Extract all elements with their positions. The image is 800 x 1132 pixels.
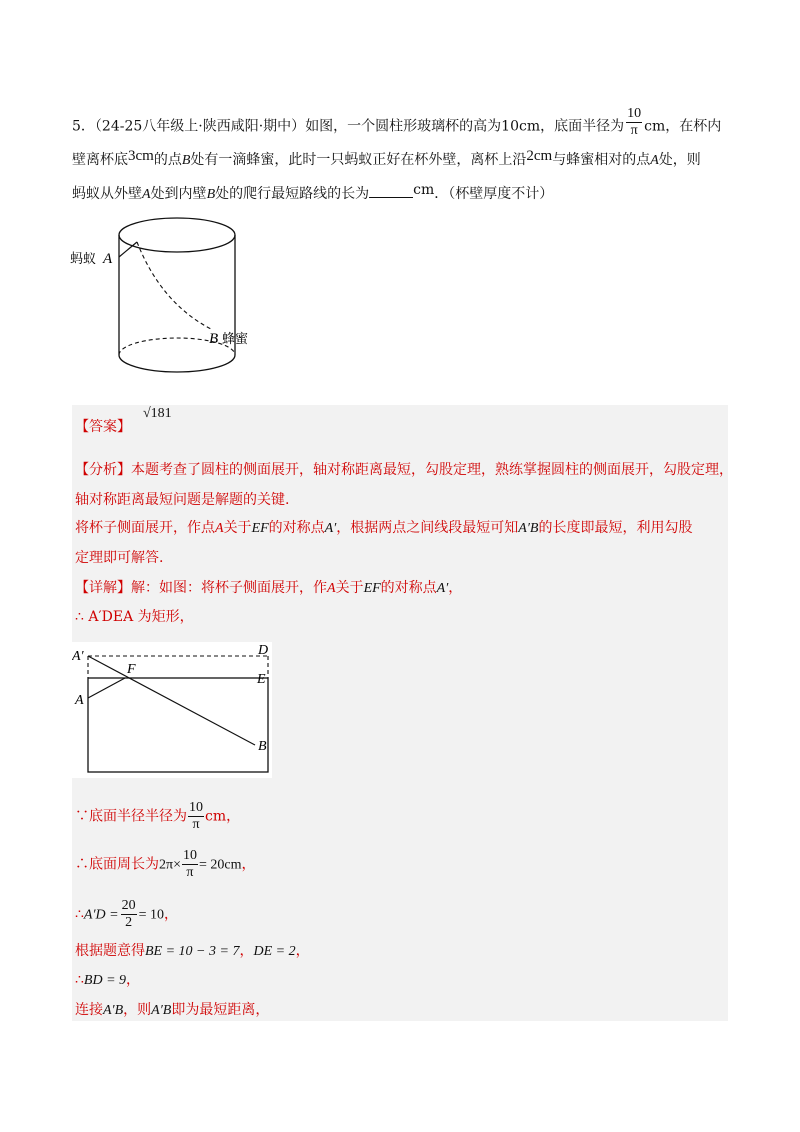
cylinder-top <box>119 218 235 252</box>
point-A-label: A <box>103 251 113 267</box>
question-number: 5． <box>72 118 95 135</box>
radius-fraction: $\frac{10}{\pi}$ <box>627 106 642 138</box>
honey-label: 蜂蜜 <box>222 331 249 346</box>
ant-label: 蚂蚁 <box>70 251 97 266</box>
cylinder-figure <box>65 205 265 385</box>
unfold-background <box>72 642 272 778</box>
analysis-line-1: 【分析】本题考查了圆柱的侧面展开，轴对称距离最短，勾股定理，熟练掌握圆柱的侧面展开，勾股定理， <box>75 462 733 478</box>
bd-line: ∴BD = 9， <box>75 972 141 988</box>
detail-line-1: 【详解】解：如图：将杯子侧面展开，作A关于EF的对称点A′， <box>75 580 463 596</box>
label-Ap: A′ <box>72 649 84 664</box>
unfolded-figure <box>72 642 272 778</box>
question-line-2: 壁离杯底3cm的点B处有一滴蜂蜜，此时一只蚂蚁正好在杯外壁，离杯上沿2cm与蜂蜜相对的点A处，则 <box>72 148 701 168</box>
answer-blank <box>369 183 413 198</box>
perimeter-frac: $\frac{10}{\pi}$ <box>182 848 197 880</box>
ant-path-dashed <box>137 242 211 329</box>
question-line-3: 蚂蚁从外壁A处到内壁B处的爬行最短路线的长为 cm．（杯壁厚度不计） <box>72 182 554 202</box>
ad-frac: $\frac{20}{2}$ <box>121 898 136 930</box>
radius-frac: $\frac{10}{\pi}$ <box>189 800 203 832</box>
label-F: F <box>127 662 136 677</box>
be-de-line: 根据题意得BE = 10 − 3 = 7，DE = 2， <box>75 943 310 959</box>
connect-line: 连接A′B，则A′B即为最短距离， <box>75 1002 270 1018</box>
answer-tag: 【答案】 <box>75 419 131 435</box>
question-line-1: 5．（24-25八年级上·陕西咸阳·期中）如图，一个圆柱形玻璃杯的高为10cm，底面半径为 $\frac{10}{\pi}$ cm，在杯内 <box>72 106 722 138</box>
label-D: D <box>258 643 269 658</box>
label-E: E <box>257 672 266 687</box>
ad-line: ∴A′D = $\frac{20}{2}$ = 10， <box>75 898 178 930</box>
analysis-line-2: 轴对称距离最短问题是解题的关键. <box>75 492 290 508</box>
perimeter-line: ∴底面周长为2π× $\frac{10}{\pi}$ = 20cm， <box>75 848 256 880</box>
label-B: B <box>258 739 267 754</box>
question-source: （24-25八年级上·陕西咸阳·期中） <box>94 118 306 135</box>
point-B-label: B <box>209 331 219 347</box>
rectangle-statement: ∴ A′DEA 为矩形， <box>75 609 194 625</box>
question-text: 如图，一个圆柱形玻璃杯的高为10cm，底面半径为 <box>305 118 625 135</box>
analysis-line-3: 将杯子侧面展开，作点A关于EF的对称点A′，根据两点之间线段最短可知A′B的长度即最短，利用勾股 <box>75 520 693 536</box>
cylinder-bottom-front <box>119 355 235 372</box>
radius-line: ∵底面半径半径为 $\frac{10}{\pi}$ cm， <box>75 800 241 832</box>
answer-value: √181 <box>143 406 172 421</box>
analysis-line-4: 定理即可解答. <box>75 550 164 566</box>
label-A: A <box>75 693 84 708</box>
